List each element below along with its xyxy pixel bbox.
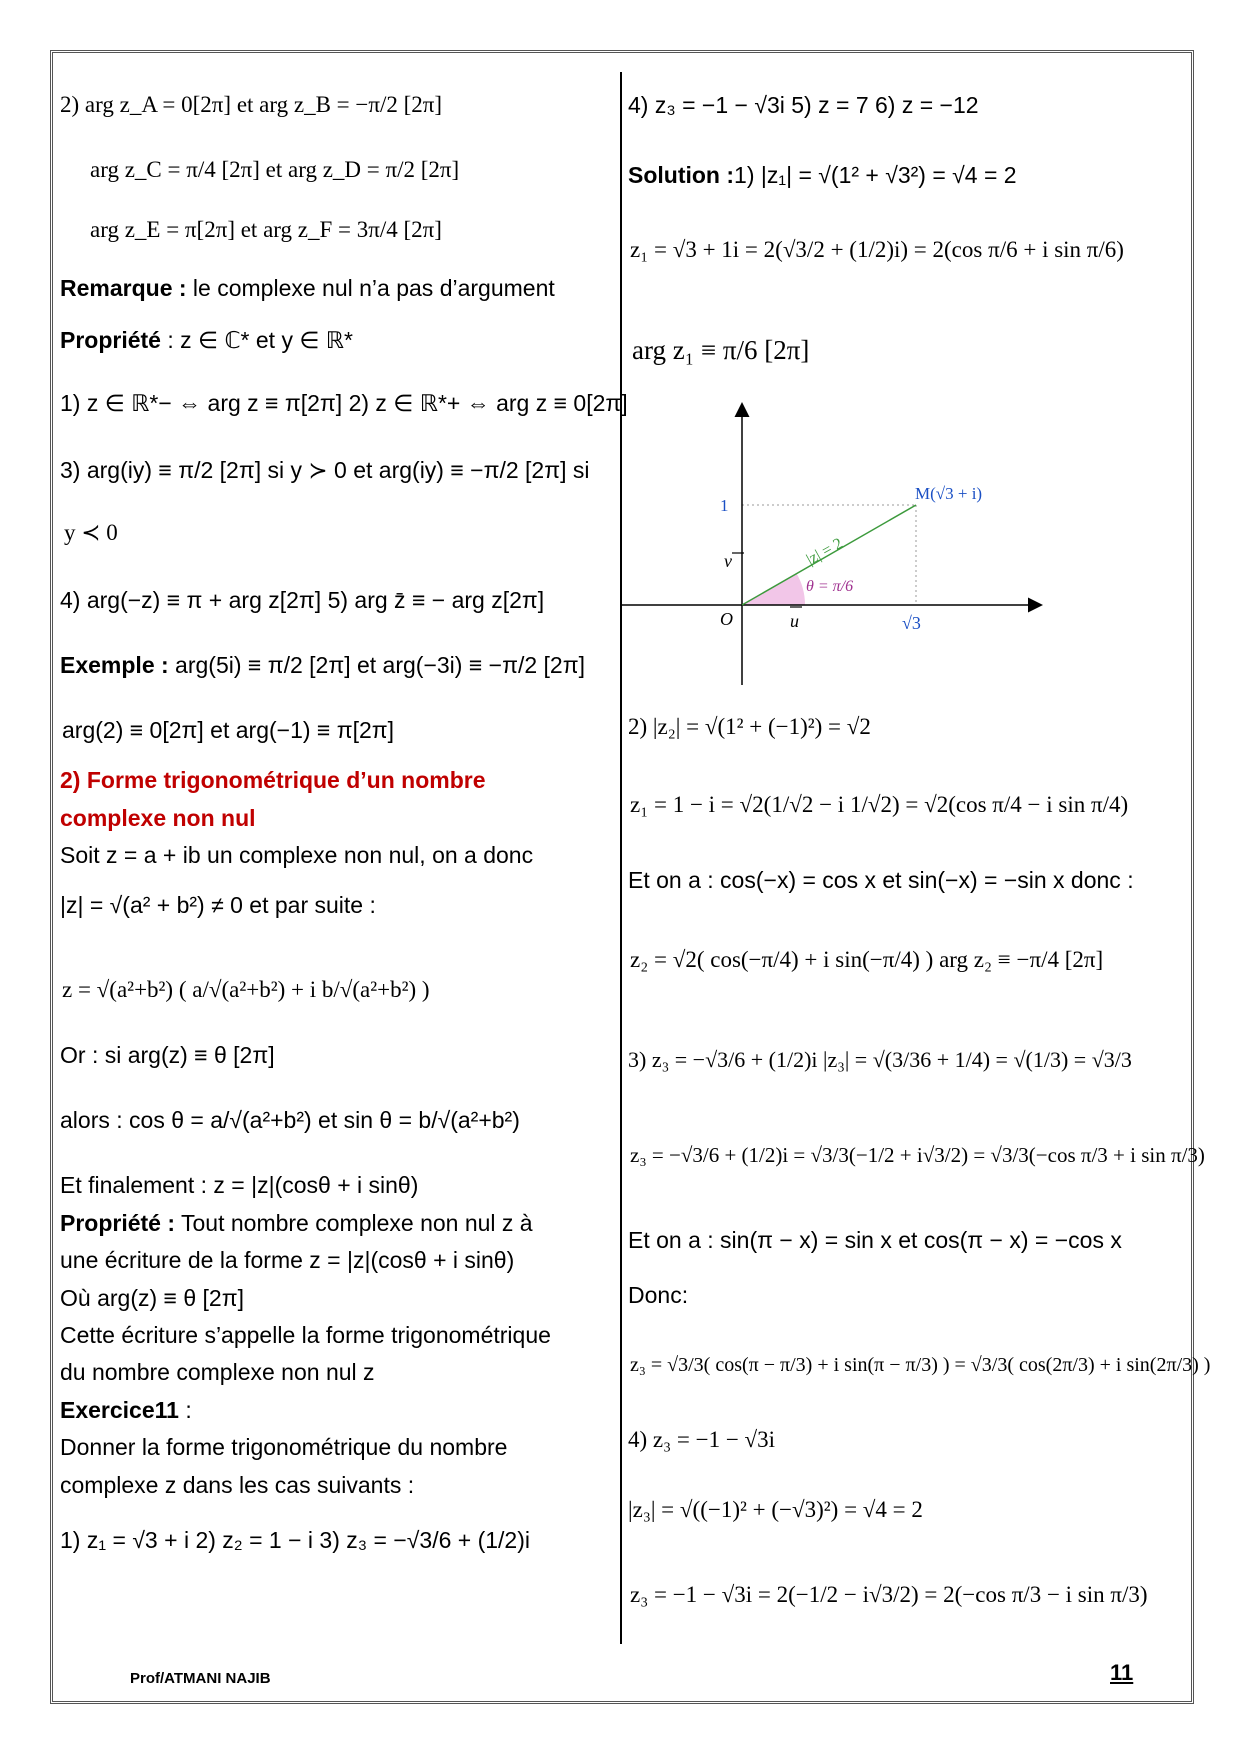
property-2	[60, 1208, 533, 1238]
section-heading-line2: complexe non nul	[60, 805, 256, 831]
property-2-text: Tout nombre complexe non nul z à	[175, 1210, 533, 1236]
property-2-line5: du nombre complexe non nul z	[60, 1359, 375, 1385]
arg-z1: arg z₁ ≡ π/6 [2π]	[632, 335, 810, 365]
property-2-label: Propriété :	[60, 1210, 176, 1236]
remark-label: Remarque :	[60, 275, 187, 301]
solution-text: 1) |z₁| = √(1² + √3²) = √4 = 2	[734, 162, 1017, 188]
final-form: Et finalement : z = |z|(cosθ + i sinθ)	[60, 1172, 419, 1198]
exercise-line1: Donner la forme trigonométrique du nombre	[60, 1434, 508, 1460]
cos-sin-line: alors : cos θ = a/√(a²+b²) et sin θ = b/√(a²+b²)	[60, 1107, 520, 1133]
label-u: u	[790, 611, 799, 631]
z2-trig-form: z₁ = 1 − i = √2(1/√2 − i 1/√2) = √2(cos π/4 − i sin π/4)	[630, 792, 1129, 817]
property-item-4-5: 4) arg(−z) ≡ π + arg z[2π] 5) arg z̄ ≡ − arg z[2π]	[60, 587, 545, 613]
arg-examples-1: 2) arg z_A = 0[2π] et arg z_B = −π/2 [2π]	[60, 92, 443, 117]
page-number: 11	[1110, 1660, 1134, 1685]
property-2-line4: Cette écriture s’appelle la forme trigonométrique	[60, 1322, 551, 1348]
modulus-z3-case4: |z₃| = √((−1)² + (−√3)²) = √4 = 2	[628, 1497, 923, 1522]
property-1	[60, 325, 353, 355]
modulus-line: |z| = √(a² + b²) ≠ 0 et par suite :	[60, 892, 376, 918]
property-item-3-cond: y ≺ 0	[64, 520, 118, 545]
soit-line: Soit z = a + ib un complexe non nul, on a donc	[60, 842, 534, 868]
exercise-cases-cont: 4) z₃ = −1 − √3i 5) z = 7 6) z = −12	[628, 92, 979, 118]
modulus-z3: 3) z₃ = −√3/6 + (1/2)i |z₃| = √(3/36 + 1/4) = √(1/3) = √3/3	[628, 1047, 1132, 1072]
arg-examples-2: arg z_C = π/4 [2π] et arg z_D = π/2 [2π]	[90, 157, 460, 182]
arg-examples-3: arg z_E = π[2π] et arg z_F = 3π/4 [2π]	[90, 217, 442, 242]
author-name: Prof/ATMANI NAJIB	[130, 1670, 271, 1687]
exercise-line2: complexe z dans les cas suivants :	[60, 1472, 415, 1498]
label-v: v	[724, 551, 732, 571]
exercise-title	[60, 1395, 192, 1425]
property-label: Propriété	[60, 327, 161, 353]
example-label: Exemple :	[60, 652, 169, 678]
z3-trig-form: z₃ = √3/3( cos(π − π/3) + i sin(π − π/3) ) = √3/3( cos(2π/3) + i sin(2π/3) )	[630, 1354, 1211, 1376]
argand-diagram	[620, 395, 1060, 695]
z3-case4-trig-form: z₃ = −1 − √3i = 2(−1/2 − i√3/2) = 2(−cos π/3 − i sin π/3)	[630, 1582, 1148, 1607]
remark	[60, 273, 555, 303]
property-item-1-2: 1) z ∈ ℝ*− ⇔ arg z ≡ π[2π] 2) z ∈ ℝ*+ ⇔ arg z ≡ 0[2π]	[60, 390, 628, 416]
exercise-colon: :	[178, 1397, 192, 1423]
section-heading-line1: 2) Forme trigonométrique d’un nombre	[60, 767, 486, 793]
solution-1	[628, 160, 1017, 190]
z2-final: z₂ = √2( cos(−π/4) + i sin(−π/4) ) arg z₂ ≡ −π/4 [2π]	[630, 947, 1104, 972]
label-o: O	[720, 609, 733, 629]
exercise-label: Exercice11	[60, 1397, 179, 1423]
label-modulus: |z| = 2	[803, 534, 846, 569]
column-divider	[620, 72, 622, 1644]
z1-trig-form: z₁ = √3 + 1i = 2(√3/2 + (1/2)i) = 2(cos π/6 + i sin π/6)	[630, 237, 1124, 262]
label-sqrt3: √3	[902, 613, 921, 633]
modulus-z2: 2) |z₂| = √(1² + (−1)²) = √2	[628, 714, 871, 739]
solution-label: Solution :	[628, 162, 735, 188]
property-item-3: 3) arg(iy) ≡ π/2 [2π] si y ≻ 0 et arg(iy) ≡ −π/2 [2π] si	[60, 457, 590, 483]
z-decomposition: z = √(a²+b²) ( a/√(a²+b²) + i b/√(a²+b²) )	[62, 977, 430, 1002]
property-2-line3: Où arg(z) ≡ θ [2π]	[60, 1285, 244, 1311]
label-theta: θ = π/6	[806, 578, 854, 595]
donc-line: Donc:	[628, 1282, 689, 1308]
case-4: 4) z₃ = −1 − √3i	[628, 1427, 776, 1452]
or-line: Or : si arg(z) ≡ θ [2π]	[60, 1042, 275, 1068]
property-text: : z ∈ ℂ* et y ∈ ℝ*	[160, 327, 353, 353]
example-1	[60, 650, 585, 680]
example-2: arg(2) ≡ 0[2π] et arg(−1) ≡ π[2π]	[62, 717, 395, 743]
property-2-line2: une écriture de la forme z = |z|(cosθ + i sinθ)	[60, 1247, 515, 1273]
z3-decomposition: z₃ = −√3/6 + (1/2)i = √3/3(−1/2 + i√3/2) = √3/3(−cos π/3 + i sin π/3)	[630, 1143, 1205, 1167]
label-m: M(√3 + i)	[915, 484, 983, 503]
cos-sin-parity: Et on a : cos(−x) = cos x et sin(−x) = −sin x donc :	[628, 867, 1134, 893]
label-y1: 1	[720, 496, 729, 515]
sin-cos-supplement: Et on a : sin(π − x) = sin x et cos(π − x) = −cos x	[628, 1227, 1122, 1253]
exercise-cases: 1) z₁ = √3 + i 2) z₂ = 1 − i 3) z₃ = −√3/6 + (1/2)i	[60, 1527, 530, 1553]
remark-text: le complexe nul n’a pas d’argument	[186, 275, 555, 301]
example-text: arg(5i) ≡ π/2 [2π] et arg(−3i) ≡ −π/2 [2π]	[168, 652, 585, 678]
